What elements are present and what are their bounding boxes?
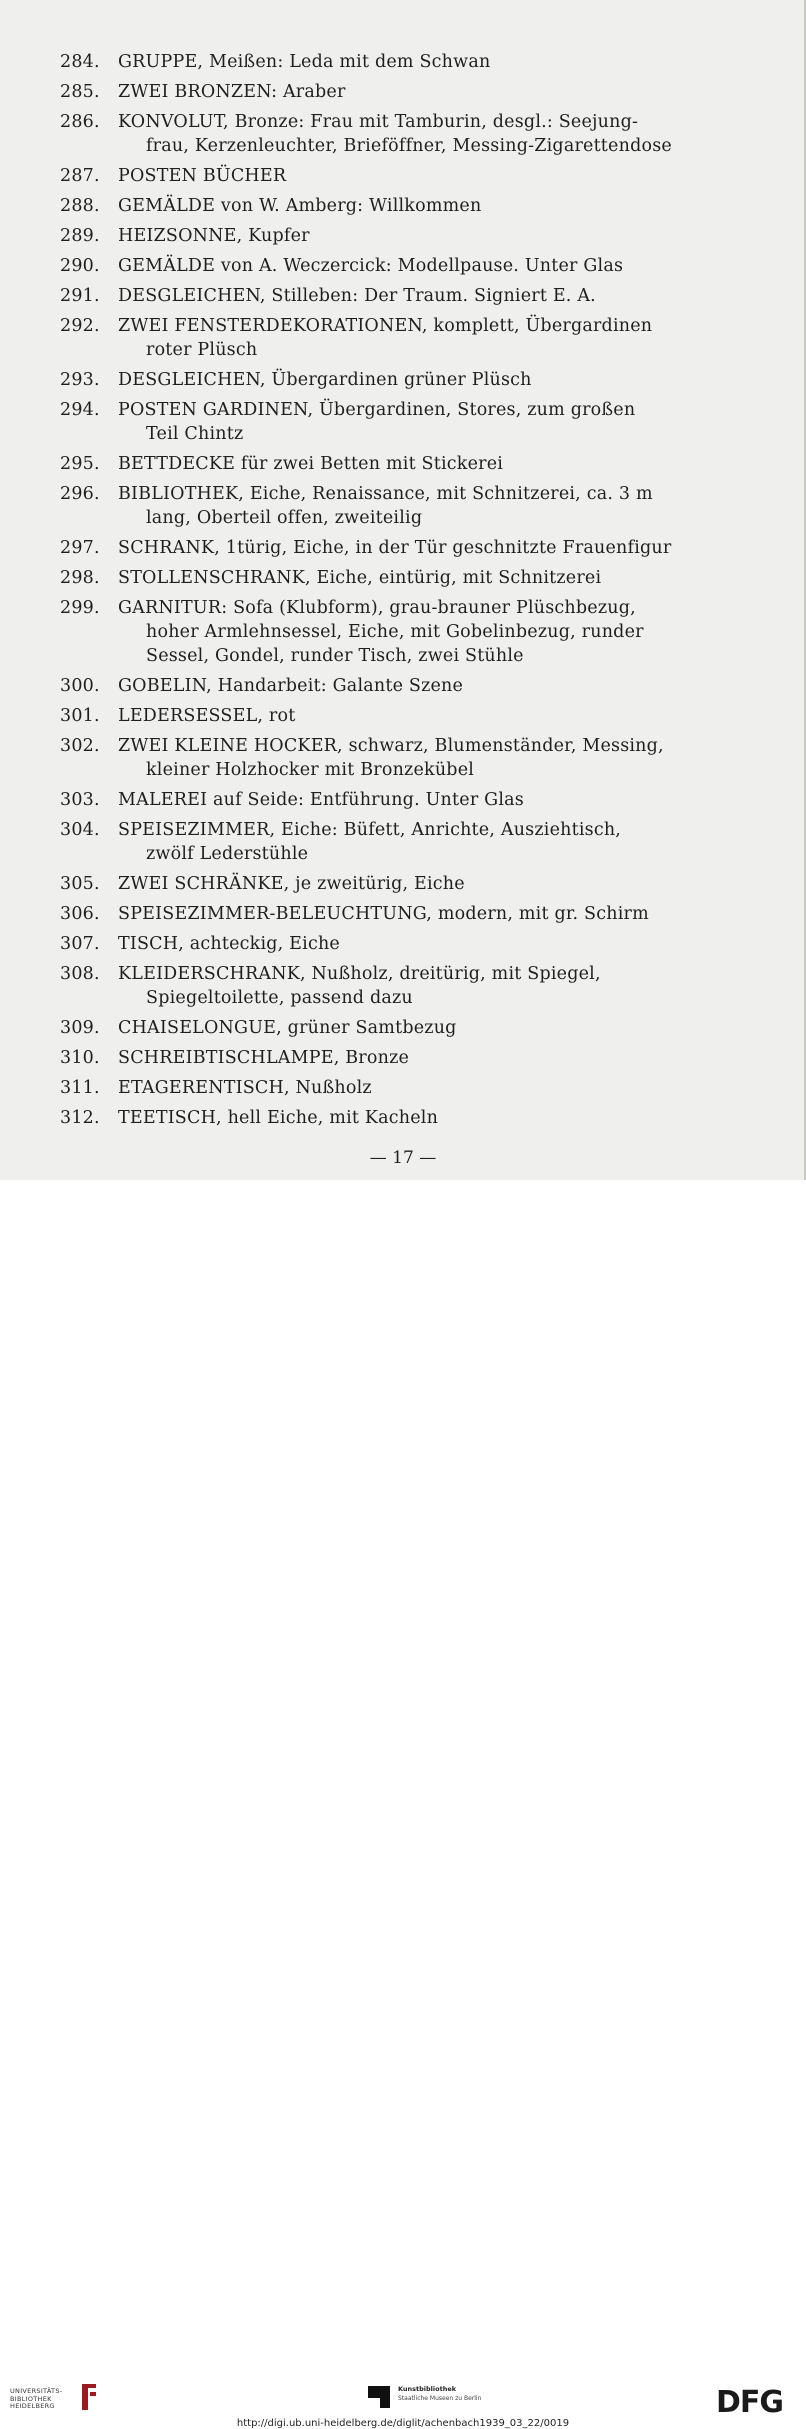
lot-number: 306. [60, 904, 100, 924]
lot-description: MALEREI auf Seide: Entführung. Unter Glas [118, 790, 524, 810]
lot-number: 285. [60, 82, 100, 102]
lot-number: 291. [60, 286, 100, 306]
lot-number: 299. [60, 598, 100, 618]
lot-number: 301. [60, 706, 100, 726]
catalog-entry [60, 284, 720, 308]
lot-description-continued: lang, Oberteil offen, zweiteilig [146, 508, 423, 528]
catalog-entry [60, 80, 720, 104]
lot-number: 290. [60, 256, 100, 276]
lot-description: CHAISELONGUE, grüner Samtbezug [118, 1018, 457, 1038]
catalog-entry [60, 452, 720, 476]
catalog-entry [60, 674, 720, 698]
lot-description: DESGLEICHEN, Übergardinen grüner Plüsch [118, 370, 532, 390]
digitization-footer [0, 1180, 806, 2429]
catalog-entry [60, 704, 720, 728]
catalog-entry [60, 1076, 720, 1100]
catalog-entry [60, 314, 720, 362]
lot-description: ZWEI BRONZEN: Araber [118, 82, 346, 102]
heidelberg-university-logo-icon [78, 2382, 100, 2412]
lot-number: 288. [60, 196, 100, 216]
lot-number: 300. [60, 676, 100, 696]
catalog-entry [60, 368, 720, 392]
lot-description-continued: hoher Armlehnsessel, Eiche, mit Gobelinbezug, runder [146, 622, 644, 642]
lot-number: 308. [60, 964, 100, 984]
lot-description: POSTEN BÜCHER [118, 166, 287, 186]
kunstbibliothek-logo-icon [368, 2386, 390, 2408]
catalog-entry [60, 254, 720, 278]
lot-description: ETAGERENTISCH, Nußholz [118, 1078, 372, 1098]
lot-description-continued: Spiegeltoilette, passend dazu [146, 988, 413, 1008]
lot-number: 307. [60, 934, 100, 954]
page-number: — 17 — [369, 1148, 437, 1168]
lot-number: 284. [60, 52, 100, 72]
lot-description: ZWEI FENSTERDEKORATIONEN, komplett, Übergardinen [118, 316, 653, 336]
lot-description: LEDERSESSEL, rot [118, 706, 296, 726]
catalog-entry [60, 872, 720, 896]
catalog-entry [60, 224, 720, 248]
lot-description: GARNITUR: Sofa (Klubform), grau-brauner Plüschbezug, [118, 598, 636, 618]
lot-number: 294. [60, 400, 100, 420]
lot-description: SPEISEZIMMER, Eiche: Büfett, Anrichte, Ausziehtisch, [118, 820, 622, 840]
lot-number: 292. [60, 316, 100, 336]
catalog-entry [60, 818, 720, 866]
catalog-entry [60, 194, 720, 218]
catalog-entry [60, 788, 720, 812]
catalog-entry [60, 110, 720, 158]
catalog-entry [60, 398, 720, 446]
lot-description: ZWEI KLEINE HOCKER, schwarz, Blumenständer, Messing, [118, 736, 664, 756]
lot-number: 297. [60, 538, 100, 558]
lot-number: 298. [60, 568, 100, 588]
lot-description-continued: Teil Chintz [146, 424, 244, 444]
lot-number: 304. [60, 820, 100, 840]
lot-number: 311. [60, 1078, 100, 1098]
catalog-entry [60, 902, 720, 926]
lot-description: DESGLEICHEN, Stilleben: Der Traum. Signiert E. A. [118, 286, 596, 306]
kunstbibliothek-subtitle: Staatliche Museen zu Berlin [398, 2395, 482, 2402]
catalog-entry [60, 932, 720, 956]
catalog-entry [60, 566, 720, 590]
catalog-entry [60, 596, 720, 668]
scanned-page [0, 0, 806, 1180]
lot-description: GEMÄLDE von W. Amberg: Willkommen [118, 196, 482, 216]
lot-description: SCHRANK, 1türig, Eiche, in der Tür geschnitzte Frauenfigur [118, 538, 672, 558]
lot-description-continued: kleiner Holzhocker mit Bronzekübel [146, 760, 475, 780]
catalog-entry [60, 164, 720, 188]
lot-description: TEETISCH, hell Eiche, mit Kacheln [118, 1108, 439, 1128]
source-url-link[interactable]: http://digi.ub.uni-heidelberg.de/diglit/achenbach1939_03_22/0019 [236, 2418, 570, 2429]
lot-number: 295. [60, 454, 100, 474]
lot-number: 305. [60, 874, 100, 894]
lot-number: 287. [60, 166, 100, 186]
catalog-entry [60, 1016, 720, 1040]
catalog-entry [60, 734, 720, 782]
lot-description-continued: Sessel, Gondel, runder Tisch, zwei Stühle [146, 646, 524, 666]
lot-number: 310. [60, 1048, 100, 1068]
lot-description: BIBLIOTHEK, Eiche, Renaissance, mit Schnitzerei, ca. 3 m [118, 484, 653, 504]
university-library-name [10, 2388, 78, 2411]
catalog-entry [60, 482, 720, 530]
lot-description: STOLLENSCHRANK, Eiche, eintürig, mit Schnitzerei [118, 568, 602, 588]
lot-description: GOBELIN, Handarbeit: Galante Szene [118, 676, 464, 696]
lot-description: KONVOLUT, Bronze: Frau mit Tamburin, desgl.: Seejung- [118, 112, 639, 132]
university-name-line: UNIVERSITÄTS- [10, 2387, 63, 2395]
lot-description: SPEISEZIMMER-BELEUCHTUNG, modern, mit gr. Schirm [118, 904, 649, 924]
catalog-entry [60, 50, 720, 74]
catalog-entry [60, 962, 720, 1010]
lot-number: 289. [60, 226, 100, 246]
lot-number: 293. [60, 370, 100, 390]
university-name-line: HEIDELBERG [10, 2402, 55, 2410]
lot-description: BETTDECKE für zwei Betten mit Stickerei [118, 454, 504, 474]
lot-description: HEIZSONNE, Kupfer [118, 226, 310, 246]
dfg-logo: DFG [716, 2385, 784, 2420]
lot-number: 286. [60, 112, 100, 132]
lot-description-continued: frau, Kerzenleuchter, Brieföffner, Messing-Zigarettendose [146, 136, 672, 156]
lot-description: GEMÄLDE von A. Weczercick: Modellpause. Unter Glas [118, 256, 624, 276]
lot-description: POSTEN GARDINEN, Übergardinen, Stores, zum großen [118, 400, 636, 420]
lot-number: 303. [60, 790, 100, 810]
lot-description-continued: zwölf Lederstühle [146, 844, 309, 864]
kunstbibliothek-name: Kunstbibliothek [398, 2385, 457, 2393]
university-name-line: BIBLIOTHEK [10, 2394, 52, 2403]
lot-description: ZWEI SCHRÄNKE, je zweitürig, Eiche [118, 874, 465, 894]
lot-number: 309. [60, 1018, 100, 1038]
lot-description: SCHREIBTISCHLAMPE, Bronze [118, 1048, 410, 1068]
lot-description: KLEIDERSCHRANK, Nußholz, dreitürig, mit Spiegel, [118, 964, 601, 984]
lot-number: 312. [60, 1108, 100, 1128]
lot-description: GRUPPE, Meißen: Leda mit dem Schwan [118, 52, 491, 72]
catalog-entry [60, 1046, 720, 1070]
lot-number: 296. [60, 484, 100, 504]
catalog-entry [60, 1106, 720, 1130]
catalog-entry [60, 536, 720, 560]
lot-number: 302. [60, 736, 100, 756]
lot-description: TISCH, achteckig, Eiche [118, 934, 340, 954]
lot-description-continued: roter Plüsch [146, 340, 258, 360]
